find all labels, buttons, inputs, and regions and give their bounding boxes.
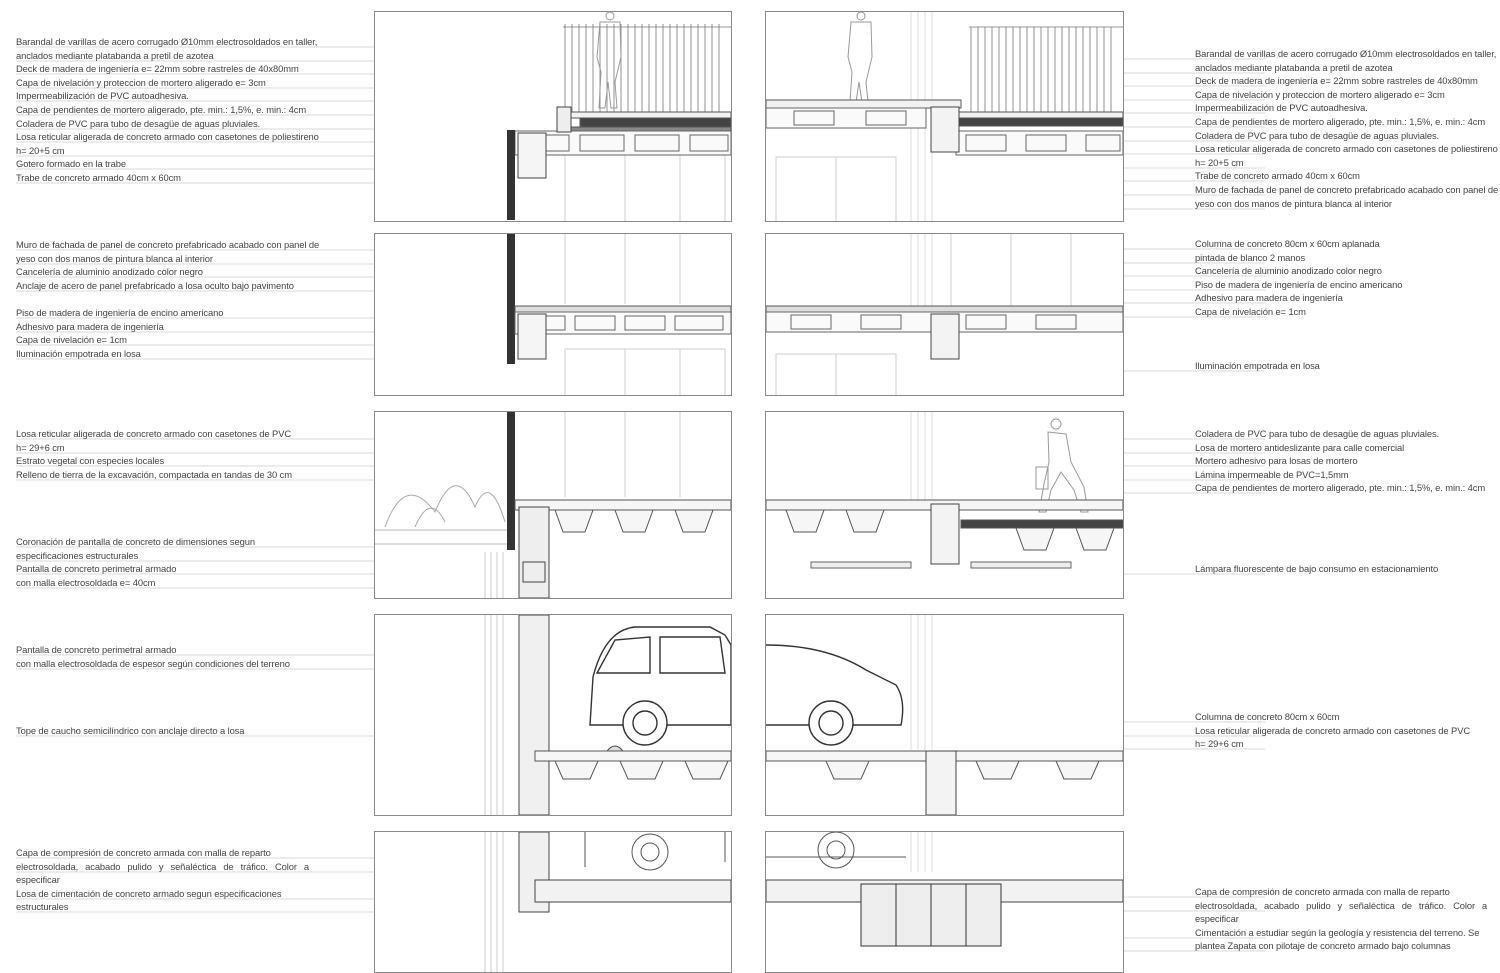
note-line: Capa de compresión de concreto armada con malla de reparto [1195,886,1450,897]
soil-fill [375,530,515,544]
note-wheel-stop [16,724,244,738]
note-line: Mortero adhesivo para losas de mortero [1195,455,1358,467]
note-line: Cimentación a estudiar según la geología y resistencia del terreno. Se [1195,926,1480,938]
note-roof-left [16,35,319,185]
note-line: Capa de nivelación e= 1cm [1195,305,1306,317]
note-line: Barandal de varillas de acero corrugado Ø10mm electrosoldados en taller, [1195,48,1497,59]
railing-icon [563,24,731,112]
slab-waffle [515,131,731,155]
retaining-wall-crown [519,507,549,598]
car-icon [590,627,731,745]
note-line: h= 20+5 cm [16,144,65,156]
section-parking-level [374,614,732,816]
note-line: Trabe de concreto armado 40cm x 60cm [16,171,181,183]
person-icon [597,12,621,108]
note-line: Pantalla de concreto perimetral armado [16,563,177,575]
section-parking-column [765,614,1124,816]
note-line: Lámpara fluorescente de bajo consumo en estacionamiento [1195,563,1439,574]
section-floor-column [765,233,1124,396]
note-line: Capa de compresión de concreto armada con malla de reparto [16,847,271,858]
note-line: Capa de pendientes de mortero aligerado, pte. min.: 1,5%, e. min.: 4cm [1195,115,1486,127]
hatch-wall [911,615,932,750]
note-foundation-right [1195,885,1487,953]
window-mullions [565,152,725,221]
note-line: Losa de cimentación de concreto armado segun especificaciones [16,887,282,899]
note-line: Adhesivo para madera de ingeniería [1195,292,1343,304]
note-lighting-right [1195,359,1320,373]
hatch-wall [911,832,932,872]
section-foundation-left [374,831,732,973]
footing [861,884,1001,946]
window-mullions [565,412,680,497]
note-line: Capa de nivelación e= 1cm [16,334,127,346]
car-wheel-icon [585,832,725,870]
note-line: Capa de pendientes de mortero aligerado, pte. min.: 1,5%, e. min.: 4cm [16,103,307,115]
note-line: h= 20+5 cm [1195,156,1244,168]
floor-finish [515,306,731,312]
note-line: anclados mediante platabanda a pretil de azotea [16,49,214,61]
note-line: Columna de concreto 80cm x 60cm aplanada [1195,238,1380,249]
note-line: Barandal de varillas de acero corrugado Ø10mm electrosoldados en taller, [16,36,318,47]
note-lamp-right [1195,562,1438,576]
note-line: con malla electrosoldada de espesor según condiciones del terreno [16,657,290,669]
column [931,314,959,359]
note-ground-slab-left [16,427,292,481]
hatch-soil [485,552,503,598]
note-line: Tope de caucho semicilíndrico con anclaje directo a losa [16,725,245,736]
facade-panel [507,412,515,550]
note-line: electrosoldada, acabado pulido y señaléctica de tráfico. Color a especificar [16,860,309,886]
note-line: Capa de pendientes de mortero aligerado, pte. min.: 1,5%, e. min.: 4cm [1195,482,1486,494]
retaining-wall [519,615,549,815]
foundation-slab [535,880,731,902]
car-icon [766,645,903,745]
note-line: Muro de fachada de panel de concreto prefabricado acabado con panel de [1195,183,1499,195]
note-line: Impermeabilización de PVC autoadhesiva. [16,90,189,102]
note-line: h= 29+6 cm [16,441,65,453]
note-line: estructurales [16,901,69,913]
note-line: yeso con dos manos de pintura blanca al interior [1195,197,1392,209]
note-line: Iluminación empotrada en losa [16,347,141,359]
car-wheel-icon [766,832,906,868]
note-column-right [1195,237,1402,319]
floor-finish [766,306,1123,312]
note-line: Estrato vegetal con especies locales [16,455,165,467]
note-line: Losa reticular aligerada de concreto armado con casetones de PVC [16,428,292,439]
note-line: Gotero formado en la trabe [16,158,126,170]
note-retaining-wall-crown [16,535,309,589]
section-ground-planter [374,411,732,599]
section-foundation-footing [765,831,1124,973]
note-line: Pantalla de concreto perimetral armado [16,644,177,655]
note-retaining-wall [16,643,290,670]
note-line: Capa de nivelación y proteccion de mortero aligerado e= 3cm [1195,88,1445,100]
section-roof-parapet [374,11,732,222]
note-line: Trabe de concreto armado 40cm x 60cm [1195,170,1360,182]
facade-panel [507,130,515,220]
note-line: Losa reticular aligerada de concreto armado con casetones de poliestireno [16,131,319,143]
street-paving [961,520,1123,528]
note-line: Deck de madera de ingeniería e= 22mm sobre rastreles de 40x80mm [16,63,299,75]
note-line: Lámina impermeable de PVC=1,5mm [1195,468,1349,480]
note-line: pintada de blanco 2 manos [1195,251,1306,263]
section-street-column [765,411,1124,599]
note-roof-right [1195,47,1498,210]
slab-waffle [535,751,731,779]
beam [518,133,546,178]
note-line: Coladera de PVC para tubo de desagüe de aguas pluviales. [16,117,261,129]
note-line: anclados mediante platabanda a pretil de azotea [1195,61,1393,73]
hatch-soil [485,832,503,972]
beam [518,314,546,359]
column [931,504,959,564]
note-line: Piso de madera de ingeniería de encino americano [16,307,224,318]
section-roof-column [765,11,1124,222]
column [926,751,956,815]
section-floor-facade [374,233,732,396]
note-line: Anclaje de acero de panel prefabricado a losa oculto bajo pavimento [16,279,294,291]
note-line: Relleno de tierra de la excavación, compactada en tandas de 30 cm [16,468,292,480]
hatch-wall [911,234,932,306]
note-floor-left [16,306,223,360]
note-line: especificaciones estructurales [16,549,139,561]
note-line: Iluminación empotrada en losa [1195,360,1320,371]
note-line: Deck de madera de ingeniería e= 22mm sobre rastreles de 40x80mm [1195,75,1478,87]
wheel-stop [607,746,623,751]
note-line: Losa reticular aligerada de concreto armado con casetones de PVC [1195,724,1471,736]
roof-deck [563,112,731,131]
column [931,107,959,152]
slab-waffle [515,312,731,334]
note-line: yeso con dos manos de pintura blanca al interior [16,252,213,264]
note-line: con malla electrosoldada e= 40cm [16,576,156,588]
note-line: Cancelería de aluminio anodizado color negro [1195,265,1382,277]
note-column-slab-right [1195,710,1470,751]
railing-icon [969,27,1123,112]
note-line: Columna de concreto 80cm x 60cm [1195,711,1340,722]
note-line: Losa de mortero antideslizante para calle comercial [1195,441,1405,453]
note-line: h= 29+6 cm [1195,738,1244,750]
parapet [557,107,571,132]
note-foundation-left [16,846,309,914]
note-line: Coladera de PVC para tubo de desagüe de aguas pluviales. [1195,428,1440,439]
note-line: Piso de madera de ingeniería de encino americano [1195,278,1403,290]
person-icon [848,12,872,102]
note-line: plantea Zapata con pilotaje de concreto armado bajo columnas [1195,940,1451,952]
facade-panel [507,234,515,364]
note-facade-left [16,238,319,292]
note-line: electrosoldada, acabado pulido y señaléctica de tráfico. Color a especificar [1195,899,1487,925]
person-icon [1036,419,1088,512]
note-street-right [1195,427,1485,495]
note-line: Coladera de PVC para tubo de desagüe de aguas pluviales. [1195,129,1440,141]
window-mullions [776,157,896,221]
note-line: Coronación de pantalla de concreto de dimensiones segun [16,536,255,547]
note-line: Adhesivo para madera de ingeniería [16,320,164,332]
hatch-wall [911,412,932,502]
hatch-soil [485,615,503,815]
note-line: Capa de nivelación y proteccion de mortero aligerado e= 3cm [16,76,266,88]
note-line: Cancelería de aluminio anodizado color negro [16,266,203,278]
vegetation-icon [385,486,505,527]
note-line: Muro de fachada de panel de concreto prefabricado acabado con panel de [16,239,320,250]
note-line: Impermeabilización de PVC autoadhesiva. [1195,102,1368,114]
note-line: Losa reticular aligerada de concreto armado con casetones de poliestireno [1195,143,1498,155]
